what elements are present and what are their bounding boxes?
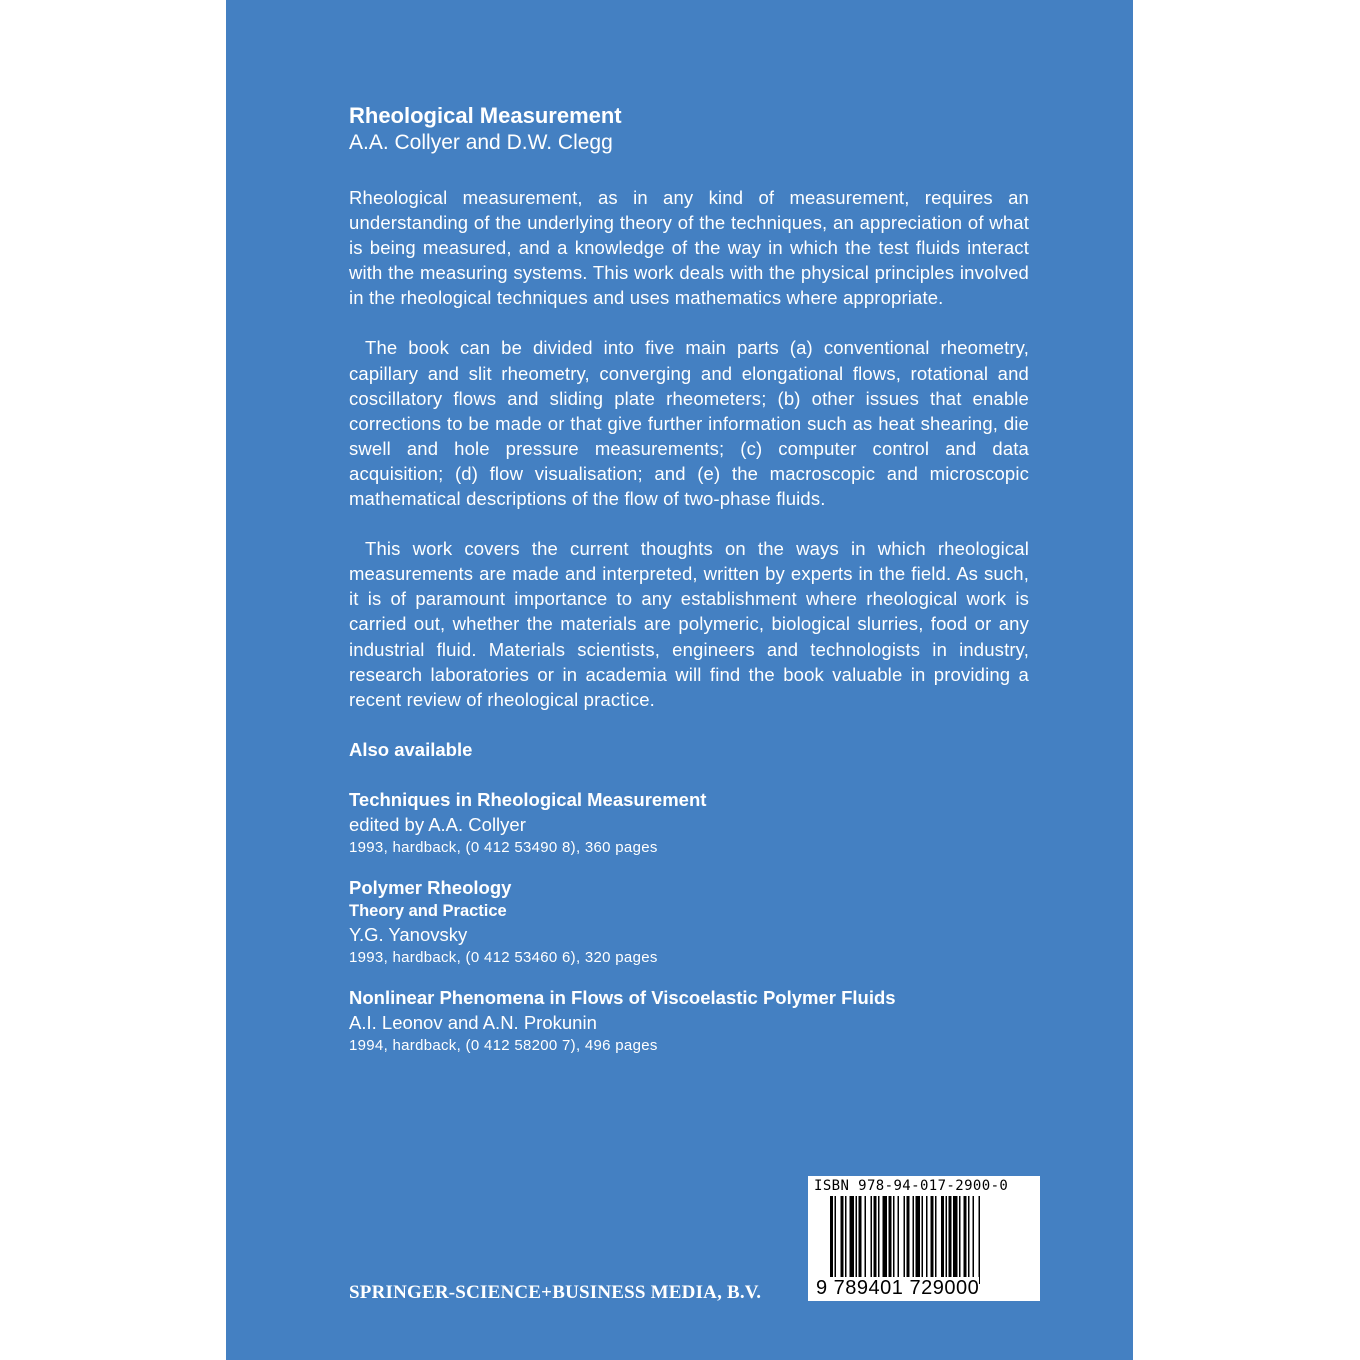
barcode-bar xyxy=(835,1196,837,1284)
barcode-bar xyxy=(889,1196,892,1284)
related-book-author: edited by A.A. Collyer xyxy=(349,813,526,835)
publisher-name: SPRINGER-SCIENCE+BUSINESS MEDIA, B.V. xyxy=(349,1282,762,1303)
related-book-author: A.I. Leonov and A.N. Prokunin xyxy=(349,1011,597,1033)
related-book-title: Nonlinear Phenomena in Flows of Viscoelastic Polymer Fluids xyxy=(349,986,896,1008)
book-authors: A.A. Collyer and D.W. Clegg xyxy=(349,131,613,154)
barcode-bar xyxy=(979,1196,981,1284)
related-book-author: Y.G. Yanovsky xyxy=(349,923,468,945)
related-book-info: 1993, hardback, (0 412 53460 6), 320 pages xyxy=(349,948,658,966)
barcode-bar xyxy=(830,1196,833,1284)
barcode-bar xyxy=(946,1196,948,1284)
related-book-title: Polymer Rheology xyxy=(349,876,512,898)
barcode-bar xyxy=(898,1196,900,1284)
barcode-bar xyxy=(964,1196,967,1284)
barcode-bar xyxy=(913,1196,915,1284)
cover-content xyxy=(349,103,1029,1073)
barcode-bar xyxy=(859,1196,862,1284)
related-book-info: 1994, hardback, (0 412 58200 7), 496 pages xyxy=(349,1036,658,1054)
barcode-bar xyxy=(935,1196,937,1284)
related-book-2 xyxy=(349,875,1029,968)
barcode-bar xyxy=(953,1196,958,1284)
isbn-barcode xyxy=(808,1176,1040,1301)
related-book-info: 1993, hardback, (0 412 53490 8), 360 pages xyxy=(349,838,658,856)
description-paragraph-2: The book can be divided into five main parts (a) conventional rheometry, capillary and slit rheometry, converging and elongational flows, rotational and coscillatory flows and sliding plate rheometers; (b) other issues that enable corrections to be made or that give further information such as heat shearing, die swell and hole pressure measurements; (c) computer control and data acquisition; (d) flow visualisation; and (e) the macroscopic and microscopic mathematical descriptions of the flow of two-phase fluids. xyxy=(349,337,1029,510)
barcode-bar xyxy=(968,1196,970,1284)
isbn-label: ISBN 978-94-017-2900-0 xyxy=(814,1178,1009,1194)
barcode-bar xyxy=(850,1196,855,1284)
barcode-bar xyxy=(922,1196,924,1284)
barcode-bar xyxy=(973,1196,975,1284)
barcode-number: 9 789401 729000 xyxy=(816,1277,980,1299)
related-book-title: Techniques in Rheological Measurement xyxy=(349,788,707,810)
barcode-bar xyxy=(878,1196,880,1284)
related-book-1 xyxy=(349,787,1029,858)
barcode-bar xyxy=(941,1196,944,1284)
barcode-bar xyxy=(856,1196,858,1284)
book-title: Rheological Measurement xyxy=(349,103,622,128)
barcode-bar xyxy=(916,1196,921,1284)
description-paragraph-3: This work covers the current thoughts on the ways in which rheological measurements are made and interpreted, written by experts in the field. As such, it is of paramount importance to any establishment where rheological work is carried out, whether the materials are polymeric, biological slurries, food or any industrial fluid. Materials scientists, engineers and technologists in industry, research laboratories or in academia will find the book valuable in providing a recent review of rheological practice. xyxy=(349,538,1029,710)
barcode-bar xyxy=(841,1196,844,1284)
barcode-bar xyxy=(865,1196,867,1284)
barcode-bar xyxy=(904,1196,906,1284)
related-book-subtitle: Theory and Practice xyxy=(349,901,507,920)
barcode-bar xyxy=(893,1196,895,1284)
also-available-heading: Also available xyxy=(349,738,473,760)
related-book-3 xyxy=(349,985,1029,1056)
barcode-bar xyxy=(883,1196,888,1284)
back-cover xyxy=(226,0,1133,1360)
barcode-bar xyxy=(845,1196,847,1284)
barcode-bar xyxy=(871,1196,873,1284)
barcode-bar xyxy=(874,1196,877,1284)
barcode-bar xyxy=(959,1196,961,1284)
barcode-bar xyxy=(931,1196,934,1284)
description-paragraph-1: Rheological measurement, as in any kind of measurement, requires an understanding of the underlying theory of the techniques, an appreciation of what is being measured, and a knowledge of the way in which the test fluids interact with the measuring systems. This work deals with the physical principles involved in the rheological techniques and uses mathematics where appropriate. xyxy=(349,187,1029,309)
barcode-bar xyxy=(926,1196,928,1284)
barcode-bar xyxy=(949,1196,952,1284)
barcode-bar xyxy=(907,1196,910,1284)
